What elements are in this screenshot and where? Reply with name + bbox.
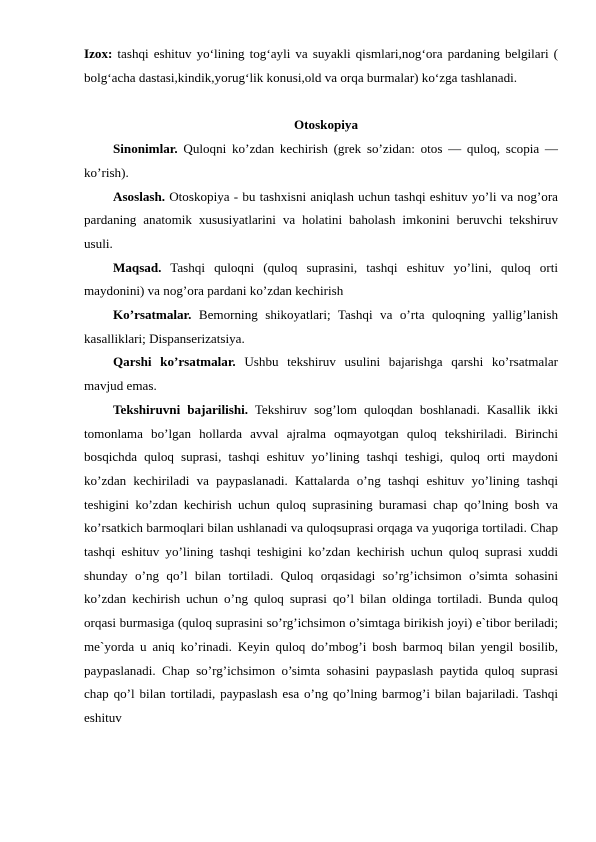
synonyms-paragraph — [84, 137, 558, 184]
rationale-label: Asoslash. — [113, 188, 166, 204]
rationale-text: Otoskopiya - bu tashxisni aniqlash uchun tashqi eshituv yo’li va nog’ora pardaning anatomik xususiyatlarini va holatini baholash imkonini beruvchi tekshiruv usuli. — [84, 188, 558, 251]
indications-label: Ko’rsatmalar. — [113, 307, 192, 323]
contraindications-text: Ushbu tekshiruv usulini bajarishga qarshi ko’rsatmalar mavjud emas. — [84, 354, 559, 394]
procedure-text: Tekshiruv sog’lom quloqdan boshlanadi. Kasallik ikki tomonlama bo’lgan hollarda avval ajralma oqmayotgan quloq tekshiriladi. Birinchi bosqichda quloq suprasi, tashqi eshituv yo’lining tashqi teshigi, quloq orti maydoni ko’zdan kechiriladi va paypaslanadi. Kattalarda o’ng tashqi eshituv yo’lining tashqi teshigini ko’zdan kechirish uchun quloq suprasining buramasi chap qo’lning bosh va ko’rsatkich barmoqlari bilan ushlanadi va quloqsuprasi orqaga va yuqoriga tortiladi. Chap tashqi eshituv yo’lining tashqi teshigini ko’zdan kechirish uchun quloq suprasi xuddi shunday o’ng qo’l bilan tortiladi. Quloq orqasidagi so’rg’ichsimon o’simta sohasini ko’zdan kechirish uchun o’ng quloq suprasi qo’l bilan oldinga tortiladi. Bunda quloq orqasi burmasiga (quloq suprasini so’rg’ichsimon o’simtaga birikish joyi) e`tibor beriladi; me`yorda u aniq ko’rinadi. Keyin quloq do’mbog’i bosh barmoq bilan yengil bosilib, paypaslanadi. Chap so’rg’ichsimon o’simta sohasini paypaslash paytida quloq suprasi chap qo’l bilan tortiladi, paypaslash esa o’ng qo’lning barmog’i bilan bajariladi. Tashqi eshituv — [84, 401, 558, 725]
purpose-text: Tashqi quloqni (quloq suprasini, tashqi eshituv yo’lini, quloq orti maydonini) va nog’ora pardani ko’zdan kechirish — [84, 259, 558, 299]
purpose-paragraph — [84, 256, 558, 303]
synonyms-text: Quloqni ko’zdan kechirish (grek so’zidan: otos — quloq, scopia — ko’rish). — [84, 141, 558, 180]
contraindications-label: Qarshi ko’rsatmalar. — [113, 354, 236, 370]
procedure-paragraph — [84, 398, 558, 730]
note-paragraph — [84, 42, 558, 89]
rationale-paragraph — [84, 185, 558, 256]
document-page — [84, 42, 558, 730]
procedure-label: Tekshiruvni bajarilishi. — [113, 401, 249, 417]
note-label: Izox: — [84, 46, 113, 61]
indications-paragraph — [84, 303, 558, 350]
synonyms-label: Sinonimlar. — [113, 141, 178, 157]
section-title: Otoskopiya — [293, 117, 359, 133]
indications-text: Bemorning shikoyatlari; Tashqi va o’rta quloqning yallig’lanish kasalliklari; Dispanserizatsiya. — [84, 307, 558, 346]
contraindications-paragraph — [84, 350, 558, 397]
purpose-label: Maqsad. — [113, 259, 162, 275]
note-text: tashqi eshituv yo‘lining tog‘ayli va suyakli qismlari,nog‘ora pardaning belgilari ( bolg‘acha dastasi,kindik,yorug‘lik konusi,old va orqa burmalar) ko‘zga tashlanadi. — [84, 46, 558, 85]
